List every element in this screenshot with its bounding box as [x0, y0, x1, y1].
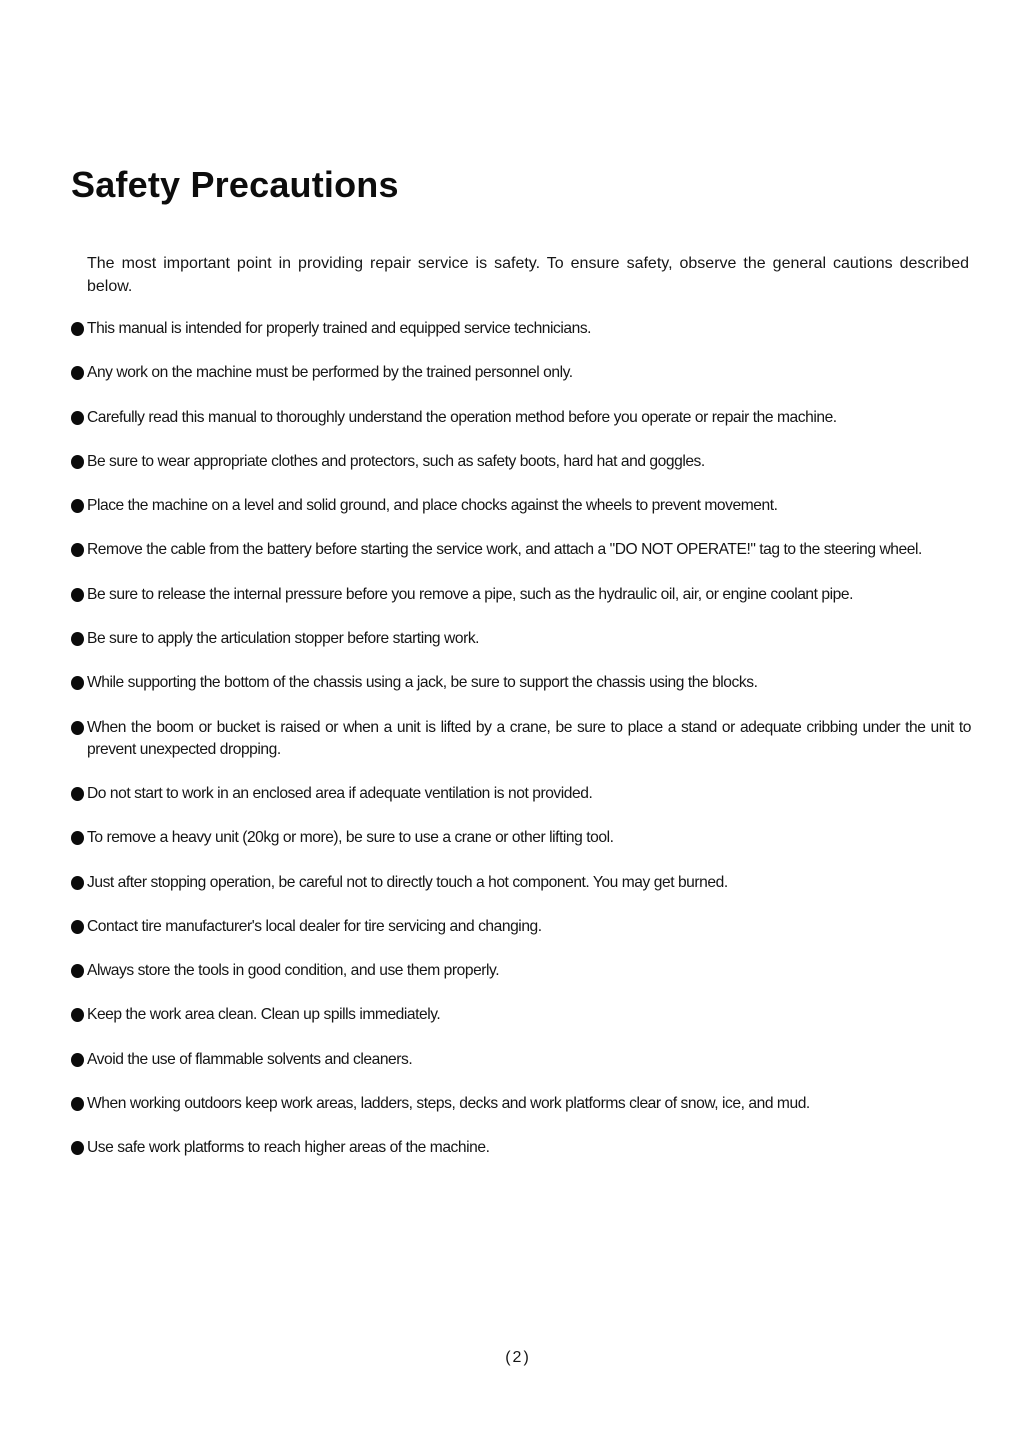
precaution-item [71, 672, 971, 694]
bullet-icon [71, 543, 84, 557]
precaution-text: Do not start to work in an enclosed area if adequate ventilation is not provided. [87, 784, 593, 802]
precaution-item [71, 783, 971, 805]
precaution-text: Any work on the machine must be performed by the trained personnel only. [87, 364, 573, 382]
precaution-item [71, 495, 971, 517]
precaution-text: Remove the cable from the battery before starting the service work, and attach a "DO NOT OPERATE!" tag to the steering wheel. [87, 541, 922, 559]
precaution-item [71, 1137, 971, 1159]
precaution-text: When the boom or bucket is raised or when a unit is lifted by a crane, be sure to place a stand or adequate cribbing under the unit to prevent unexpected dropping. [87, 718, 971, 758]
bullet-icon [71, 1053, 84, 1067]
bullet-icon [71, 831, 84, 845]
precaution-item [71, 539, 971, 561]
bullet-icon [71, 876, 84, 890]
precaution-text: Use safe work platforms to reach higher areas of the machine. [87, 1139, 490, 1157]
precaution-item [71, 1093, 971, 1115]
precaution-item [71, 827, 971, 849]
precaution-text: When working outdoors keep work areas, ladders, steps, decks and work platforms clear of snow, ice, and mud. [87, 1095, 810, 1113]
intro-paragraph: The most important point in providing repair service is safety. To ensure safety, observe the general cautions described below. [87, 255, 969, 295]
precaution-text: To remove a heavy unit (20kg or more), be sure to use a crane or other lifting tool. [87, 829, 614, 847]
bullet-icon [71, 1141, 84, 1155]
bullet-icon [71, 1097, 84, 1111]
precaution-text: Keep the work area clean. Clean up spills immediately. [87, 1006, 441, 1024]
precaution-text: Carefully read this manual to thoroughly understand the operation method before you operate or repair the machine. [87, 408, 837, 426]
precaution-item [71, 872, 971, 894]
precaution-text: Contact tire manufacturer's local dealer for tire servicing and changing. [87, 917, 542, 935]
bullet-icon [71, 366, 84, 380]
precaution-text: Just after stopping operation, be careful not to directly touch a hot component. You may get burned. [87, 873, 728, 891]
bullet-icon [71, 787, 84, 801]
precaution-text: While supporting the bottom of the chassis using a jack, be sure to support the chassis using the blocks. [87, 674, 758, 692]
precaution-item [71, 451, 971, 473]
precaution-text: This manual is intended for properly trained and equipped service technicians. [87, 320, 592, 337]
precaution-item [71, 717, 971, 761]
precaution-item [71, 584, 971, 606]
bullet-icon [71, 411, 84, 425]
precaution-item [71, 1004, 971, 1026]
bullet-icon [71, 676, 84, 690]
precaution-item [71, 628, 971, 650]
bullet-icon [71, 721, 84, 735]
precaution-text: Be sure to release the internal pressure before you remove a pipe, such as the hydraulic oil, air, or engine coolant pipe. [87, 585, 853, 603]
bullet-icon [71, 632, 84, 646]
precaution-text: Avoid the use of flammable solvents and cleaners. [87, 1050, 413, 1068]
precaution-text: Always store the tools in good condition, and use them properly. [87, 962, 500, 980]
page-number: (2) [505, 1349, 531, 1366]
precaution-item [71, 1049, 971, 1071]
bullet-icon [71, 455, 84, 469]
precaution-item [71, 362, 971, 384]
bullet-icon [71, 499, 84, 513]
precaution-item [71, 318, 971, 340]
precaution-text: Be sure to wear appropriate clothes and protectors, such as safety boots, hard hat and goggles. [87, 452, 705, 470]
precaution-item [71, 407, 971, 429]
page-title: Safety Precautions [71, 164, 399, 205]
bullet-icon [71, 1008, 84, 1022]
precaution-item [71, 960, 971, 982]
precaution-text: Place the machine on a level and solid ground, and place chocks against the wheels to prevent movement. [87, 497, 778, 515]
bullet-icon [71, 588, 84, 602]
bullet-icon [71, 322, 84, 336]
precautions-list [71, 318, 971, 1182]
precaution-text: Be sure to apply the articulation stopper before starting work. [87, 630, 480, 648]
bullet-icon [71, 964, 84, 978]
bullet-icon [71, 920, 84, 934]
precaution-item [71, 916, 971, 938]
